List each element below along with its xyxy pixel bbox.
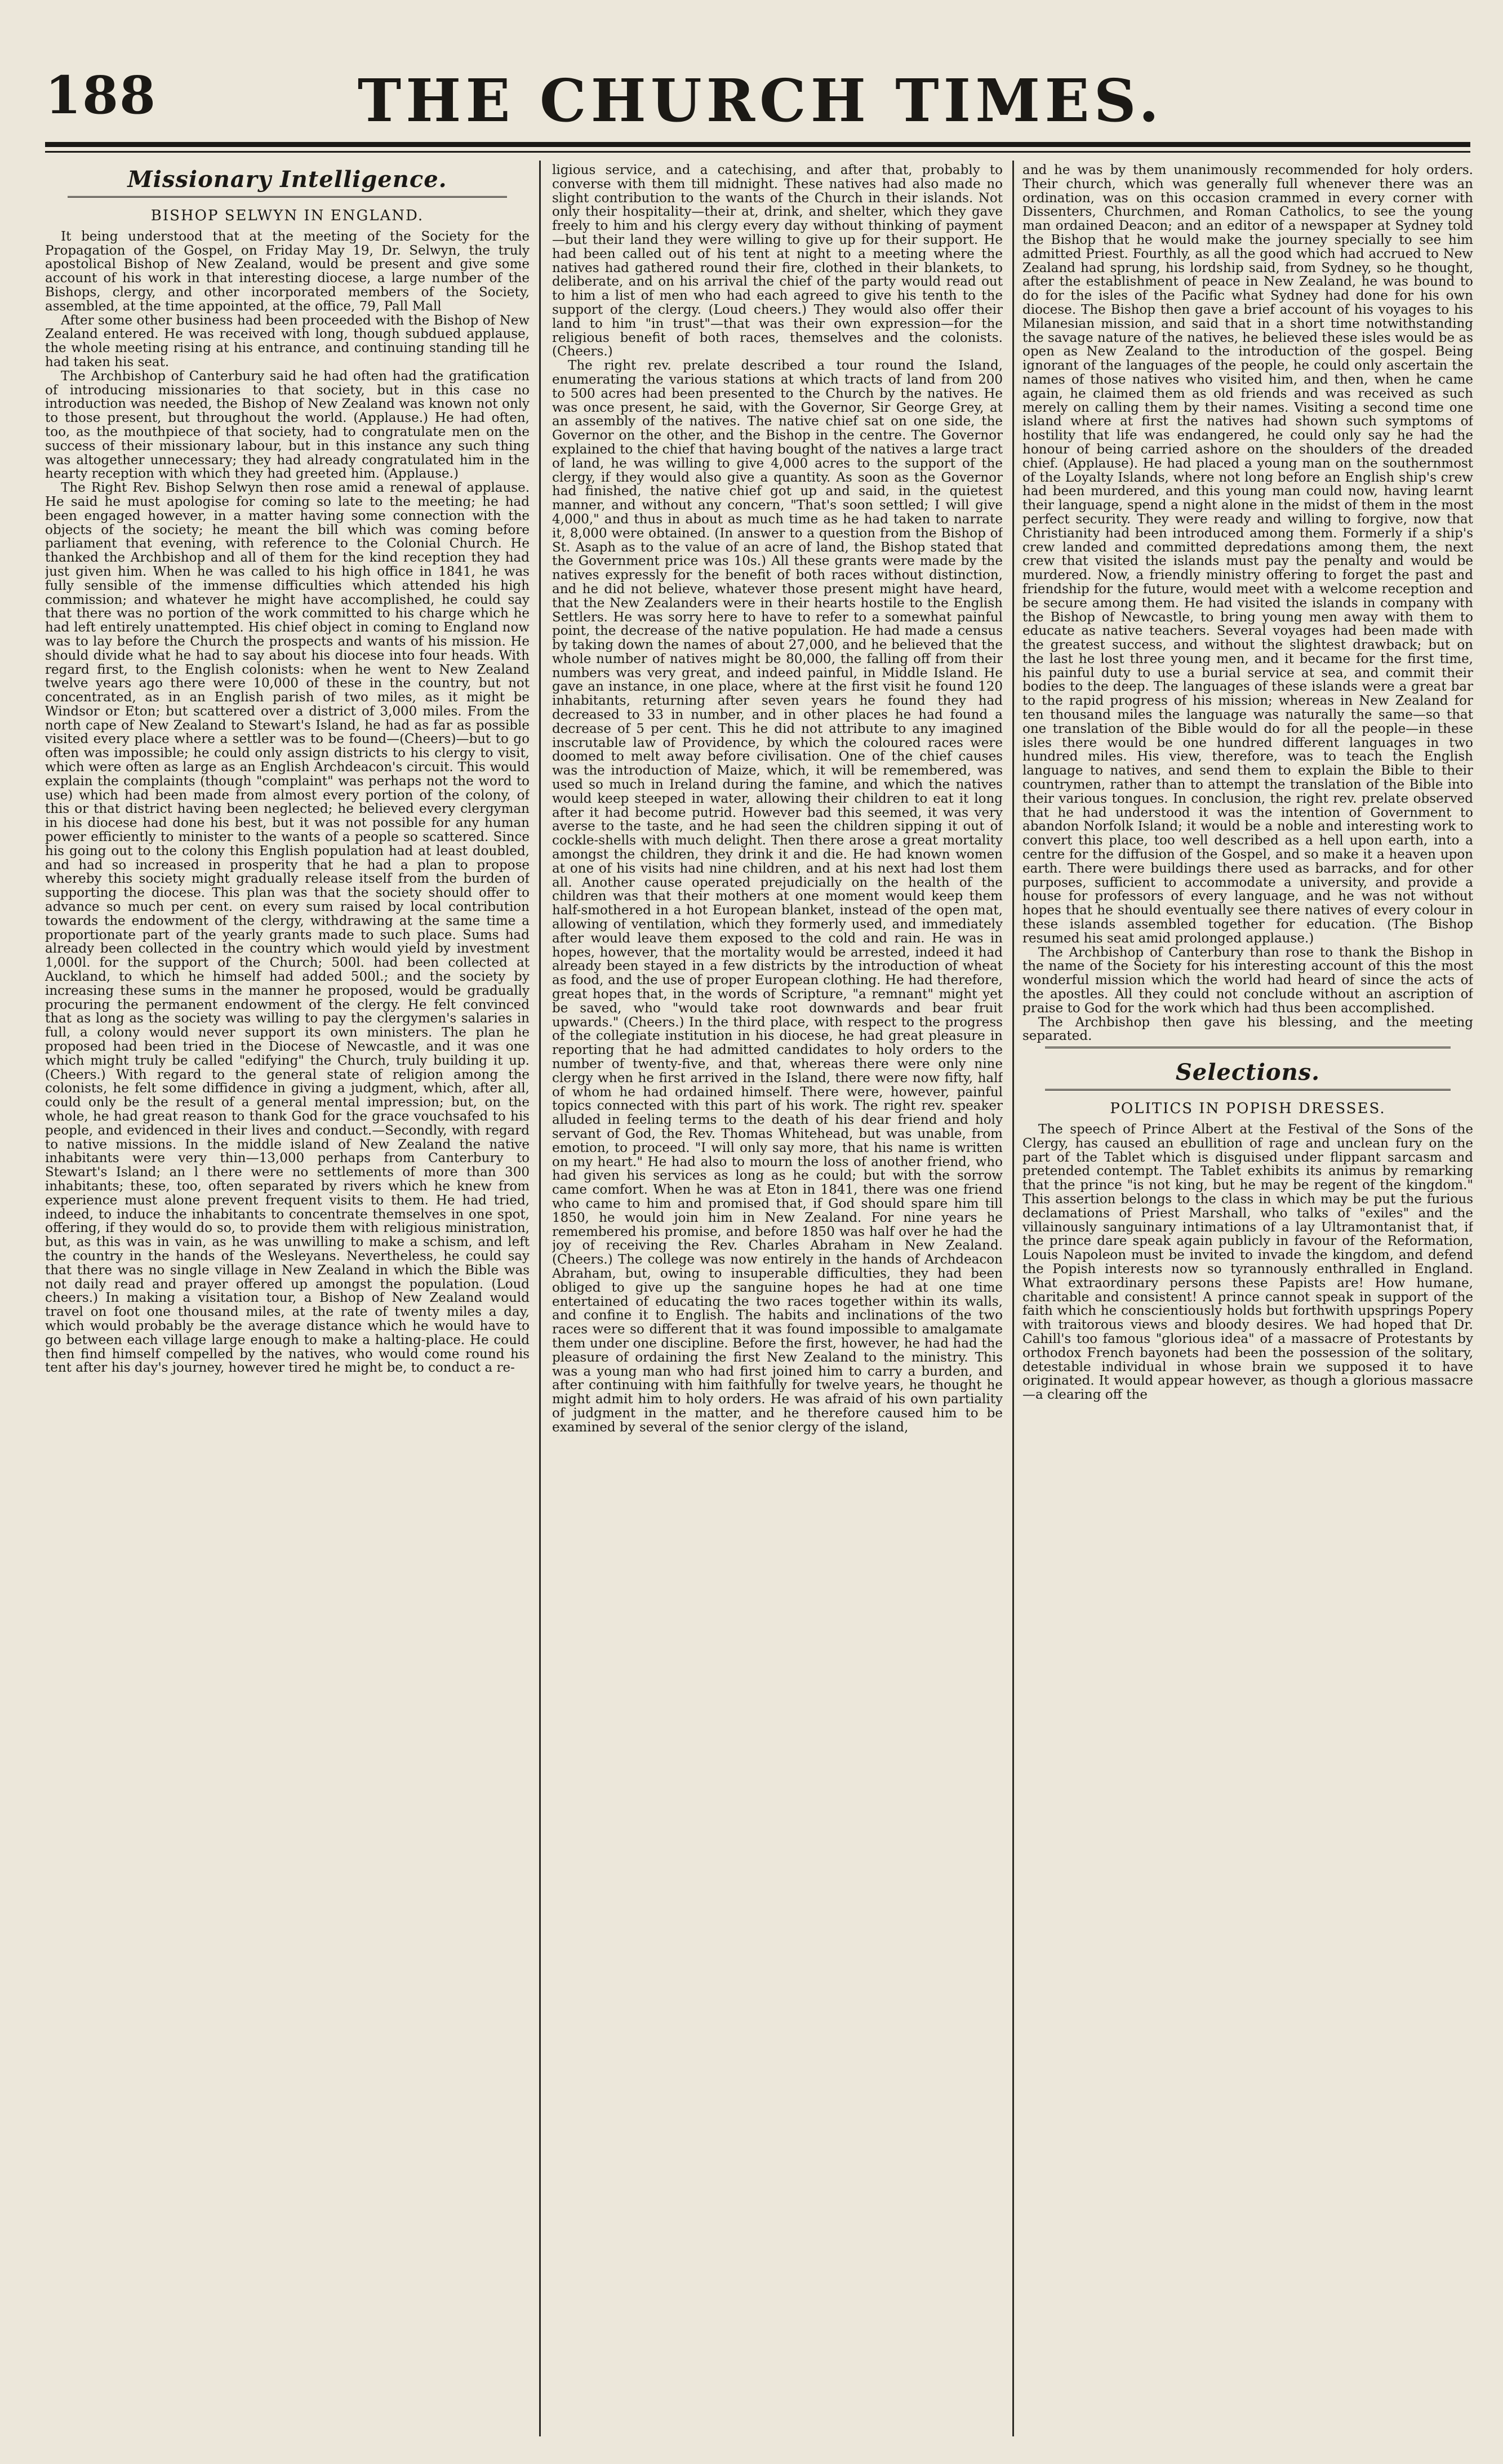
newspaper-title: THE CHURCH TIMES. [357, 66, 1164, 135]
article-title: BISHOP SELWYN IN ENGLAND. [150, 207, 424, 224]
column-divider [1012, 161, 1014, 2436]
paragraph: The Archbishop of Canterbury said he had often had the gratification of introducing missionaries to that society, but in this case no introduction was needed, the Bishop of New Zealand was known not only to those present, but throughout the world. (Applause.) He had often, too, as the mouthpiece of that society, had to congratulate men on the success of their missionary labour, but in this instance any such thing was altogether unnecessary; they had already congratulated him in the hearty reception with which they had greeted him. (Applause.) [45, 368, 530, 482]
ornamental-rule [68, 196, 507, 203]
section-heading: Selections. [1175, 1059, 1320, 1086]
masthead-rule-thin [45, 151, 1470, 153]
paragraph: ligious service, and a catechising, and after that, probably to converse with them till midnight. These natives had also made no slight contribution to the wants of the Church in their islands. Not only their hospitality—their at, drink, and shelter, which they gave freely to him and his clergy every day without thinking of payment—but their land they were willing to give up for their support. He had been called out of his tent at night to a meeting where the natives had gathered round their fire, clothed in their blankets, to deliberate, and on his arrival the chief of the party would read out to him a list of men who had each agreed to give his tenth to the support of the clergy. (Loud cheers.) They would also offer their land to him "in trust"—that was their own expression—for the religious benefit of both races, themselves and the colonists. (Cheers.) [552, 163, 1003, 359]
paragraph: The speech of Prince Albert at the Festival of the Sons of the Clergy, has caused an ebullition of rage and unclean fury on the part of the Tablet which is disguised under flippant sarcasm and pretended contempt. The Tablet exhibits its animus by remarking that the prince "is not king, but he may be regent of the kingdom." This assertion belongs to the class in which may be put the furious declamations of Priest Marshall, who talks of "exiles" and the villainously sanguinary intimations of a lay Ultramontanist that, if the prince dare speak again publicly in favour of the Reformation, Louis Napoleon must be invited to invade the kingdom, and defend the Popish interests now so tyrannously enthralled in England. What extraordinary persons these Papists are! How humane, charitable and consistent! A prince cannot speak in support of the faith which he conscientiously holds but forthwith upsprings Popery with traitorous views and bloody desires. We had hoped that Dr. Cahill's too famous "glorious idea" of a massacre of Protestants by orthodox French bayonets had been the possession of the solitary, detestable individual in whose brain we supposed it to have originated. It would appear however, as though a glorious massacre—a clearing off the [1022, 1122, 1473, 1403]
section-heading: Missionary Intelligence. [127, 166, 447, 193]
page-number: 188 [45, 65, 157, 126]
column-1 [45, 163, 530, 2434]
column-2 [552, 163, 1003, 2434]
paragraph: After some other business had been proceeded with the Bishop of New Zealand entered. He was received with long, though subdued applause, the whole meeting rising at his entrance, and continuing standing till he had taken his seat. [45, 313, 530, 370]
paragraph: The Archbishop of Canterbury than rose to thank the Bishop in the name of the Society for his interesting account of this the most wonderful mission which the world had heard of since the acts of the apostles. All they could not conclude without an ascription of praise to God for the work which had thus been accomplished. [1022, 945, 1473, 1016]
paragraph: The Archbishop then gave his blessing, and the meeting separated. [1022, 1015, 1473, 1044]
paragraph: The Right Rev. Bishop Selwyn then rose amid a renewal of applause. He said he must apologise for coming so late to the meeting; he had been engaged however, in a matter having some connection with the objects of the society; he meant the bill which was coming before parliament that evening, with reference to the Colonial Church. He thanked the Archbishop and all of them for the kind reception they had just given him. When he was called to his high office in 1841, he was fully sensible of the immense difficulties which attended his high commission; and whatever he might have accomplished, he could say that there was no portion of the work committed to his charge which he had left entirely unattempted. His chief object in coming to England now was to lay before the Church the prospects and wants of his mission. He should divide what he had to say about his diocese into four heads. With regard first, to the English colonists: when he went to New Zealand twelve years ago there were 10,000 of these in the country, but not concentrated, as in an English parish of two miles, as it might be Windsor or Eton; but scattered over a district of 3,000 miles. From the north cape of New Zealand to Stewart's Island, he had as far as possible visited every place where a settler was to be found—(Cheers)—but to go often was impossible; he could only assign districts to his clergy to visit, which were often as large as an English Archdeacon's circuit. This would explain the complaints (though "complaint" was perhaps not the word to use) which had been made from almost every portion of the colony, of this or that district having been neglected; he believed every clergyman in his diocese had done his best, but it was not possible for any human power efficiently to minister to the wants of a people so scattered. Since his going out to the colony this English population had at least doubled, and had so increased in prosperity that he had a plan to propose whereby this society might gradually release itself from the burden of supporting the diocese. This plan was that the society should offer to advance so much per cent. on every sum raised by local contribution towards the endowment of the clergy, withdrawing at the same time a proportionate part of the yearly grants made to such place. Sums had already been collected in the country which would yield by investment 1,000l. for the support of the Church; 500l. had been collected at Auckland, to which he himself had added 500l.; and the society by increasing these sums in the manner he proposed, would be gradually procuring the permanent endowment of the clergy. He felt convinced that as long as the society was willing to pay the clergymen's salaries in full, a colony would never support its own ministers. The plan he proposed had been tried in the Diocese of Newcastle, and it was one which might truly be called "edifying" the Church, truly building it up. (Cheers.) With regard to the general state of religion among the colonists, he felt some diffidence in giving a judgment, which, after all, could only be the result of a general mental impression; but, on the whole, he had great reason to thank God for the grace vouchsafed to his people, and evidenced in their lives and conduct.—Secondly, with regard to native missions. In the middle island of New Zealand the native inhabitants were very thin—13,000 perhaps from Canterbury to Stewart's Island; an l there were no settlements of more than 300 inhabitants; these, too, often separated by rivers which he knew from experience must alone prevent frequent visits to them. He had tried, indeed, to induce the inhabitants to concentrate themselves in one spot, offering, if they would do so, to provide them with religious ministration, but, as this was in vain, as he was unwilling to make a schism, and left the country in the hands of the Wesleyans. Nevertheless, he could say that there was no single village in New Zealand in which the Bible was not daily read and prayer offered up amongst the population. (Loud cheers.) In making a visitation tour, a Bishop of New Zealand would travel on foot one thousand miles, at the rate of twenty miles a day, which would probably be the average distance which he would have to go between each village large enough to make a halting-place. He could then find himself compelled by the natives, who would come round his tent after his day's journey, however tired he might be, to conduct a re- [45, 481, 530, 1376]
ornamental-rule [1045, 1089, 1451, 1096]
paragraph: The right rev. prelate described a tour round the Island, enumerating the various stations at which tracts of land from 200 to 500 acres had been presented to the Church by the natives. He was once present, he said, with the Governor, Sir George Grey, at an assembly of the natives. The native chief sat on one side, the Governor on the other, and the Bishop in the centre. The Governor explained to the chief that having bought of the natives a large tract of land, he was willing to give 4,000 acres to the support of the clergy, if they would also give a quantity. As soon as the Governor had finished, the native chief got up and said, in the quietest manner, and without any concern, "That's soon settled; I will give 4,000," and thus in about as much time as he had taken to narrate it, 8,000 were obtained. (In answer to a question from the Bishop of St. Asaph as to the value of an acre of land, the Bishop stated that the Government price was 10s.) All these grants were made by the natives expressly for the benefit of both races without distinction, and he did not believe, whatever those present might have heard, that the New Zealanders were in their hearts hostile to the English Settlers. He was sorry here to have to refer to a somewhat painful point, the decrease of the native population. He had made a census by taking down the names of about 27,000, and he believed that the whole number of natives might be 80,000, the falling off from their numbers was very great, and indeed painful, in Middle Island. He gave an instance, in one place, where at the first visit he found 120 inhabitants, returning after seven years he found they had decreased to 33 in number, and in other places he had found a decrease of 5 per cent. This he did not attribute to any imagined inscrutable law of Providence, by which the coloured races were doomed to melt away before civilisation. One of the chief causes was the introduction of Maize, which, it will be remembered, was used so much in Ireland during the famine, and which the natives would keep steeped in water, allowing their children to eat it long after it had become putrid. However bad this seemed, it was very averse to the taste, and he had seen the children sipping it out of cockle-shells with much delight. Then there arose a great mortality amongst the children, they drink it and die. He had known women at one of his visits had nine children, and at his next had lost them all. Another cause operated prejudicially on the health of the children was that their mothers at one moment would keep them half-smothered in a hot European blanket, instead of the open mat, allowing of ventilation, which they formerly used, and immediately after would leave them exposed to the cold and rain. He was in hopes, however, that the mortality would be arrested, indeed it had already been stayed in a few districts by the introduction of wheat as food, and the use of proper European clothing. He had therefore, great hopes that, in the words of Scripture, "a remnant" might yet be saved, who "would take root downwards and bear fruit upwards." (Cheers.) In the third place, with respect to the progress of the collegiate institution in his diocese, he had great pleasure in reporting that he had admitted candidates to holy orders to the number of twenty-five, and that, whereas there were only nine clergy when he first arrived in the Island, there were now fifty, half of whom he had ordained himself. There were, however, painful topics connected with this part of his work. The right rev. speaker alluded in feeling terms to the death of his dear friend and holy servant of God, the Rev. Thomas Whitehead, but was unable, from emotion, to proceed. "I will only say more, that his name is written on my heart." He had also to mourn the loss of another friend, who had given his services as long as he could; but with the sorrow came comfort. When he was at Eton in 1841, there was one friend who came to him and promised that, if God should spare him till 1850, he would join him in New Zealand. For nine years he remembered his promise, and before 1850 was half over he had the joy of receiving the Rev. Charles Abraham in New Zealand. (Cheers.) The college was now entirely in the hands of Archdeacon Abraham, but, owing to insuperable difficulties, they had been obliged to give up the sanguine hopes he had at one time entertained of educating the two races together within its walls, and confine it to English. The habits and inclinations of the two races were so different that it was found impossible to amalgamate them under one discipline. Before the first, however, he had had the pleasure of ordaining the first New Zealand to the ministry. This was a young man who had first joined him to carry a burden, and after continuing with him faithfully for twelve years, he thought he might admit him to holy orders. He was afraid of his own partiality of judgment in the matter, and he therefore caused him to be examined by several of the senior clergy of the island, [552, 358, 1003, 1435]
masthead [39, 54, 1482, 138]
paragraph: It being understood that at the meeting of the Society for the Propagation of the Gospel, on Friday May 19, Dr. Selwyn, the truly apostolical Bishop of New Zealand, would be present and give some account of his work in that interesting diocese, a large number of the Bishops, clergy, and other incorporated members of the Society, assembled, at the time appointed, at the office, 79, Pall Mall [45, 229, 530, 314]
column-3 [1022, 163, 1473, 2434]
paragraph: and he was by them unanimously recommended for holy orders. Their church, which was generally full whenever there was an ordination, was on this occasion crammed in every corner with Dissenters, Churchmen, and Roman Catholics, to see the young man ordained Deacon; and an editor of a newspaper at Sydney told the Bishop that he would make the journey specially to see him admitted Priest. Fourthly, as all the good which had accrued to New Zealand had sprung, his lordship said, from Sydney, so he thought, after the establishment of peace in New Zealand, he was bound to do for the isles of the Pacific what Sydney had done for his own diocese. The Bishop then gave a brief account of his voyages to his Milanesian mission, and said that in a short time notwithstanding the savage nature of the natives, he believed these isles would be as open as New Zealand to the introduction of the gospel. Being ignorant of the languages of the people, he could only ascertain the names of those natives who visited him, and then, when he came again, he claimed them as old friends and was received as such merely on calling them by their names. Visiting a second time one island where at first the natives had shown such symptoms of hostility that life was endangered, he could only say he had the honour of being carried ashore on the shoulders of the dreaded chief. (Applause). He had placed a young man on the southernmost of the Loyalty Islands, where not long before an English ship's crew had been murdered, and this young man could now, having learnt their language, spend a night alone in the midst of them in the most perfect security. They were ready and willing to forgive, now that Christianity had been introduced among them. Formerly if a ship's crew landed and committed depredations among them, the next crew that visited the islands must pay the penalty and would be murdered. Now, a friendly ministry offering to forget the past and friendship for the future, would meet with a welcome reception and be secure among them. He had visited the islands in company with the Bishop of Newcastle, to bring young men away with them to educate as native teachers. Several voyages had been made with the greatest success, and without the slightest drawback; but on the last he lost three young men, and it became for the first time, his painful duty to use a burial service at sea, and commit their bodies to the deep. The languages of these islands were a great bar to the rapid progress of his mission; whereas in New Zealand for ten thousand miles the language was naturally the same—so that one translation of the Bible would do for all the people—in these isles there would be one hundred different languages in two hundred miles. His view, therefore, was to teach the English language to natives, and send them to explain the Bible to their countrymen, rather than to attempt the translation of the Bible into their various tongues. In conclusion, the right rev. prelate observed that he had understood it was the intention of Government to abandon Norfolk Island; it would be a noble and interesting work to convert this place, too well described as a hell upon earth, into a centre for the diffusion of the Gospel, and so make it a heaven upon earth. There were buildings there used as barracks, and for other purposes, sufficient to accommodate a university, and provide a house for professors of every language, and he was not without hopes that he should eventually see there natives of every colour in these islands assembled together for education. (The Bishop resumed his seat amid prolonged applause.) [1022, 163, 1473, 946]
ornamental-rule [1045, 1047, 1451, 1054]
column-divider [539, 161, 541, 2436]
article-title: POLITICS IN POPISH DRESSES. [1110, 1100, 1386, 1118]
masthead-rule [45, 142, 1470, 147]
